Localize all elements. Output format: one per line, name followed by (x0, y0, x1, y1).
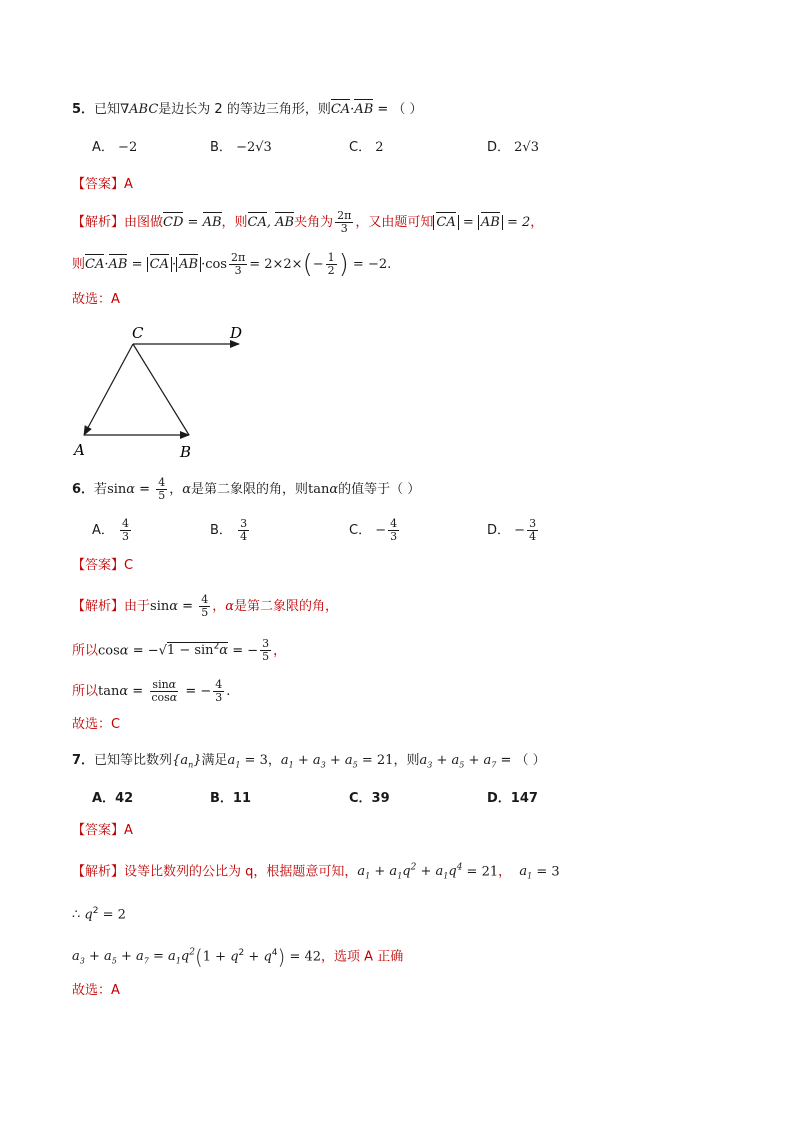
q6-answer: 【答案】C (72, 558, 134, 573)
q5-analysis-line2: 则CA·AB = CA · AB ·cos $\frac{2\pi}{3}$ = 2×2×(− $\frac{1}{2}$ ) = −2. (72, 249, 392, 280)
q6-analysis-line3: 所以tanα = $\frac{\sin\alpha}{\cos\alpha}$ = − $\frac{4}{3}$ . (72, 678, 231, 704)
q7-option-b: B．11 (210, 791, 252, 806)
q7-option-a: A．42 (92, 791, 134, 806)
q6-option-a: A． $\frac{4}{3}$ (92, 517, 130, 543)
label-c: C (132, 324, 144, 342)
q6-choose: 故选：C (72, 717, 121, 732)
label-d: D (230, 324, 243, 342)
q7-analysis-line2: ∴ $q^2 = 2$ (72, 906, 126, 923)
q7-stem: 7．已知等比数列$\{a_n\}$满足$a_1 = 3$，$a_1 + a_3 + a_5 = 21$，则$a_3 + a_5 + a_7$ = （ ） (72, 753, 546, 770)
triangle-figure (66, 320, 256, 460)
q5-analysis-line1: 【解析】由图做CD = AB，则CA, AB夹角为 $\frac{2\pi}{3}$ ，又由题可知 CA = AB = 2， (72, 209, 544, 235)
q7-option-c: C．39 (349, 791, 390, 806)
q5-option-a: A． −2 (92, 140, 138, 155)
q7-choose: 故选：A (72, 983, 120, 998)
q5-number: 5． (72, 102, 95, 117)
q7-option-d: D．147 (487, 791, 538, 806)
q6-option-c: C． − $\frac{4}{3}$ (349, 517, 398, 543)
q6-analysis-line1: 【解析】由于sinα = $\frac{4}{5}$ ，α是第二象限的角， (72, 593, 338, 619)
segment-bc (133, 344, 189, 435)
q7-analysis-line1: 【解析】设等比数列的公比为 q，根据题意可知，$a_1 + a_1q^2 + a_1q^4 = 21$， $a_1 = 3$ (72, 863, 560, 881)
q5-option-d: D． 2√3 (487, 140, 539, 155)
q5-choose: 故选：A (72, 292, 120, 307)
q5-option-c: C． 2 (349, 140, 384, 155)
q6-option-d: D． − $\frac{3}{4}$ (487, 517, 537, 543)
q7-answer: 【答案】A (72, 823, 133, 838)
triangle-abc: ∇ABC (120, 102, 159, 117)
q6-option-b: B． $\frac{3}{4}$ (210, 517, 248, 543)
label-b: B (180, 443, 192, 460)
q7-analysis-line3: $a_3 + a_5 + a_7 = a_1q^2(1 + q^2 + q^4) = 42$，选项 A 正确 (72, 944, 404, 969)
q5-answer: 【答案】A (72, 177, 133, 192)
label-a: A (74, 441, 85, 459)
vector-ca (84, 344, 133, 435)
q5-stem: 5．已知∇ABC是边长为 2 的等边三角形，则CA·AB = （ ） (72, 100, 423, 120)
q6-analysis-line2: 所以$\cos\alpha = -√1 - \sin^2\alpha$ = − $\frac{3}{5}$ ， (72, 637, 287, 664)
q5-option-b: B． −2√3 (210, 140, 272, 155)
q6-stem: 6．若sinα = $\frac{4}{5}$ ，α是第二象限的角，则tanα的值等于（ ） (72, 476, 421, 502)
